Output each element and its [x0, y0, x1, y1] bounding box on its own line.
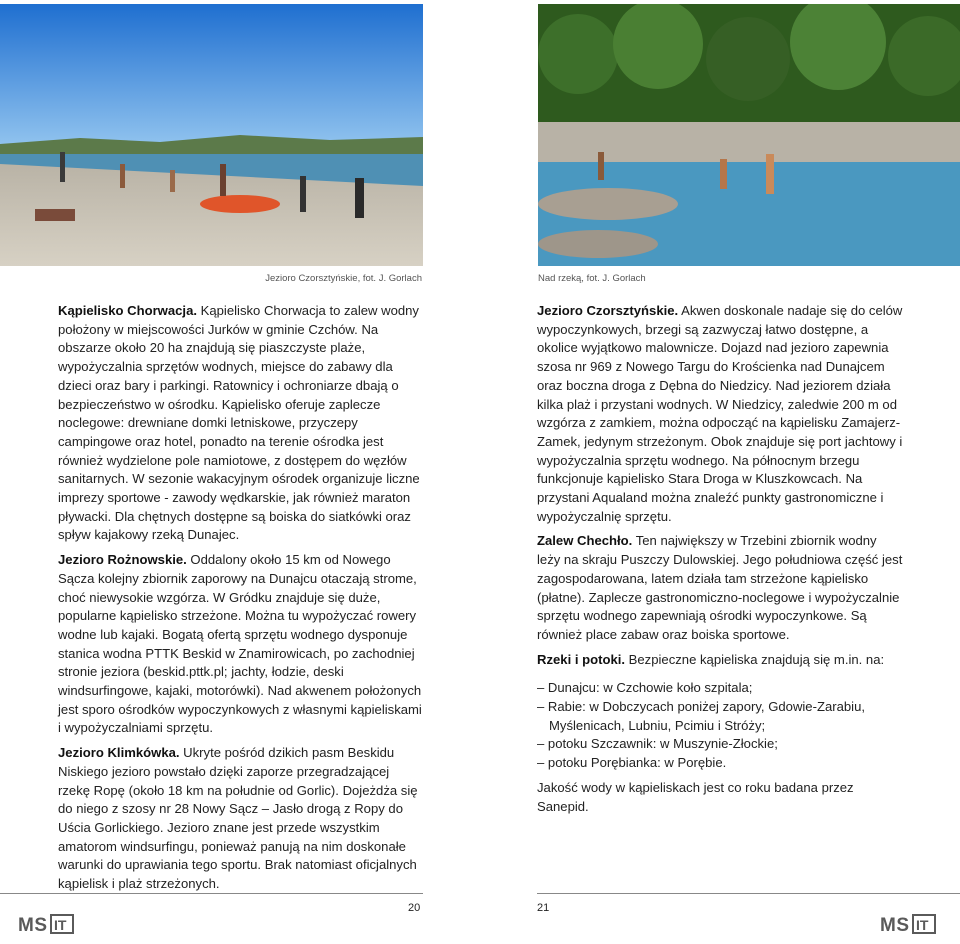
left-photo-caption: Jezioro Czorsztyńskie, fot. J. Gorlach [265, 273, 422, 284]
list-item: – Dunajcu: w Czchowie koło szpitala; [537, 680, 753, 696]
list-item: – potoku Szczawnik: w Muszynie-Złockie; [537, 736, 778, 752]
closing-paragraph: Jakość wody w kąpieliskach jest co roku badana przez Sanepid. [537, 779, 854, 814]
section-czorsztynskie: Jezioro Czorsztyńskie. Akwen doskonale nadaje się do celów wypoczynkowych, brzegi są zazwyczaj łatwo dostępne, a okolice wyjątkowo malownicze. Dojazd nad jezioro zapewnia szosa nr 969 z Nowego Targu do Krościenka nad Dunajcem oraz boczna droga z Dębna do Niedzicy. Nad jeziorem działa kilka plaż i przystani wodnych. W Niedzicy, zaledwie 200 m od wzgórza z zamkiem, można odpocząć na kąpielisku Zamajerz-Zamek, jedynym strzeżonym. Obok znajduje się port jachtowy i wypożyczalnia sprzętu wodnego. Na północnym brzegu funkcjonuje kąpielisko Stara Droga w Kluszkowcach. Na przystani Aqualand można znaleźć punkty gastronomiczne i wypożyczalnię sprzętu. [537, 303, 903, 524]
svg-text:IT: IT [54, 917, 67, 933]
section-chechlo: Zalew Chechło. Ten największy w Trzebini zbiornik wodny leży na skraju Puszczy Dulowskiej. Jego południowa część jest zagospodarowana, latem działa tam strzeżone kąpielisko (płatne). Zaplecze gastronomiczno-noclegowe i wypożyczalnie sprzętu wodnego zapewniają ośrodki wypoczynkowe. Są również place zabaw oraz boiska sportowe. [537, 533, 903, 642]
svg-text:MS: MS [880, 915, 910, 936]
list-item: – potoku Porębianka: w Porębie. [537, 755, 727, 771]
msit-logo-right [880, 912, 942, 936]
section-roznowskie: Jezioro Rożnowskie. Oddalony około 15 km od Nowego Sącza kolejny zbiornik zaporowy na Dunajcu otaczają strome, choć niewysokie wzgórza. W Gródku znajduje się duże, popularne kąpielisko strzeżone. Można tu wypożyczać rowery wodne lub kajaki. Bogatą ofertą sprzętu wodnego dysponuje stanica wodna PTTK Beskid w Znamirowicach, po zachodniej stronie jeziora (beskid.pttk.pl; jachty, łodzie, deski windsurfingowe, kajaki, motorówki). Nad akwenem położonych jest sporo ośrodków wypoczynkowych z własnymi kąpieliskami i wypożyczalniami sprzętu. [58, 552, 422, 736]
section-rzeki: Rzeki i potoki. Bezpieczne kąpieliska znajdują się m.in. na: [537, 651, 885, 667]
left-footer-rule [0, 893, 423, 894]
svg-text:MS: MS [18, 915, 48, 936]
section-chorwacja: Kąpielisko Chorwacja. Kąpielisko Chorwacja to zalew wodny położony w miejscowości Jurków w gminie Czchów. Na obszarze około 20 ha znajdują się piaszczyste plaże, wypożyczalnia sprzętów wodnych, miejsce do zabawy dla dzieci oraz bary i parkingi. Ratownicy i ochroniarze dbają o bezpieczeństwo w ośrodku. Kąpielisko oferuje zaplecze noclegowe: drewniane domki letniskowe, przyczepy campingowe oraz hotel, ponadto na terenie ośrodka jest również wydzielone pole namiotowe, z dostępem do węzłów sanitarnych. W sezonie wakacyjnym ośrodek organizuje liczne imprezy sportowe - zawody wędkarskie, jak również maraton pływacki. Dla chętnych dostępne są boiska do siatkówki oraz spływ kajakowy rzeką Dunajec. [58, 303, 420, 543]
right-column [537, 302, 903, 822]
section-klimkowka: Jezioro Klimkówka. Ukryte pośród dzikich pasm Beskidu Niskiego jezioro powstało dzięki zaporze przegradzającej rzekę Ropę (około 18 km na południe od Gorlic). Dojeżdża się do niego z szosy nr 28 Nowy Sącz – Jasło drogą z Ropy do Uścia Gorlickiego. Jezioro znane jest przede wszystkim amatorom windsurfingu, ponieważ panują na nim doskonałe warunki do uprawiania tego sportu. Brak natomiast oficjalnych kąpielisk i plaż strzeżonych. [58, 745, 418, 892]
right-footer-rule [537, 893, 960, 894]
right-page-number: 21 [537, 902, 550, 914]
msit-logo-left [18, 912, 80, 936]
left-column [58, 302, 424, 900]
list-item: Myślenicach, Lubniu, Pcimiu i Stróży; [549, 717, 766, 733]
list-item: – Rabie: w Dobczycach poniżej zapory, Gdowie-Zarabiu, [537, 699, 865, 715]
left-page-number: 20 [408, 902, 421, 914]
swimming-spots-list [537, 679, 903, 773]
lake-beach-photo [0, 4, 423, 266]
river-photo [538, 4, 960, 266]
svg-text:IT: IT [916, 917, 929, 933]
right-photo-caption: Nad rzeką, fot. J. Gorlach [538, 273, 646, 284]
